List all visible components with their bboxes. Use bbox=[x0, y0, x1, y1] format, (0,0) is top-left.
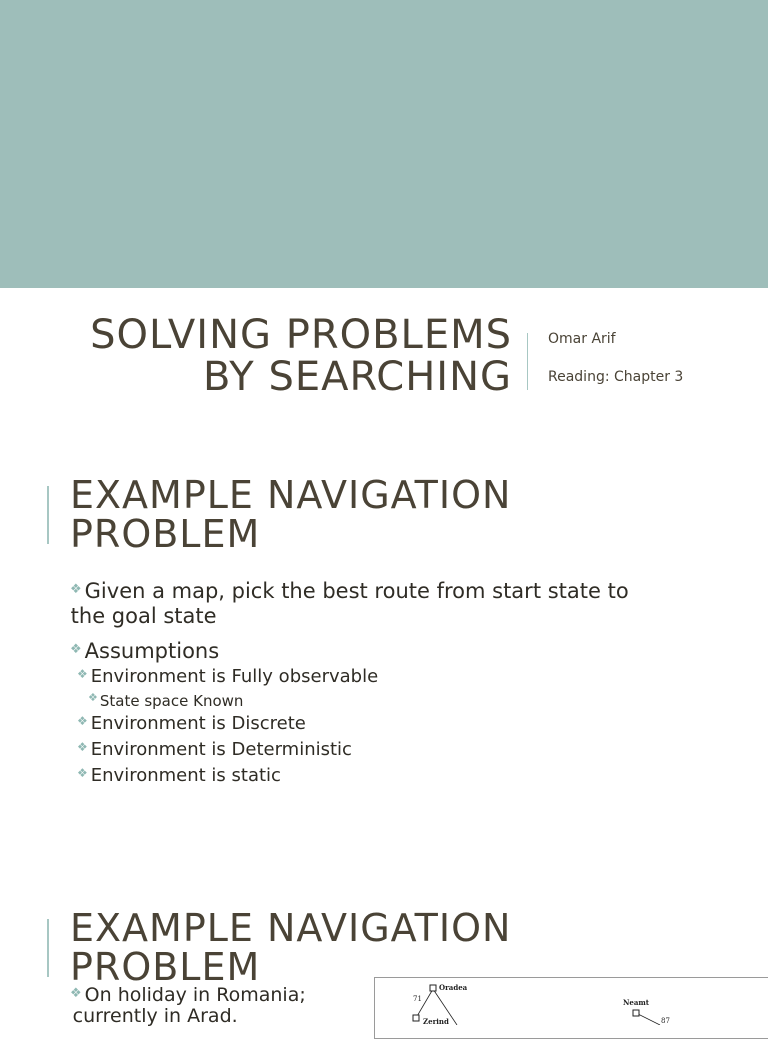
city-node-zerind bbox=[413, 1015, 419, 1021]
bullet-text-line2: currently in Arad. bbox=[72, 1005, 238, 1027]
title-divider bbox=[527, 333, 528, 390]
bullet-text-line1: Given a map, pick the best route from start state to bbox=[84, 579, 629, 603]
city-label-neamt: Neamt bbox=[623, 998, 650, 1007]
city-node-neamt bbox=[633, 1010, 639, 1016]
road-oradea-zerind bbox=[416, 989, 433, 1018]
sub-bullet-text: Environment is Fully observable bbox=[90, 666, 379, 687]
presentation-title-line2: BY SEARCHING bbox=[203, 354, 512, 400]
diamond-bullet-icon: ❖ bbox=[70, 642, 82, 657]
diamond-bullet-icon: ❖ bbox=[77, 667, 88, 681]
bullet-text: Assumptions bbox=[84, 639, 220, 663]
slide2-accent-bar bbox=[47, 486, 49, 544]
diamond-bullet-icon: ❖ bbox=[77, 714, 88, 728]
romania-map-graph bbox=[375, 978, 768, 1025]
sub-sub-bullet-item bbox=[88, 691, 243, 711]
sub-bullet-text: Environment is Deterministic bbox=[90, 739, 352, 760]
bullet-item bbox=[70, 639, 219, 664]
bullet-text-line1: On holiday in Romania; bbox=[84, 984, 306, 1006]
distance-label-71: 71 bbox=[413, 995, 422, 1003]
diamond-bullet-icon: ❖ bbox=[70, 582, 82, 597]
bullet-text bbox=[70, 579, 629, 629]
sub-bullet-item bbox=[77, 738, 352, 762]
sub-bullet-item bbox=[77, 712, 306, 736]
presentation-title-line1: SOLVING PROBLEMS bbox=[90, 312, 512, 358]
bullet-item bbox=[70, 985, 306, 1027]
presentation-title bbox=[90, 314, 512, 398]
distance-label-87: 87 bbox=[661, 1017, 670, 1025]
slide2-title bbox=[70, 473, 512, 556]
title-slide-hero-band bbox=[0, 0, 768, 288]
bullet-text-line2: the goal state bbox=[70, 604, 217, 628]
slide3-title-line1: EXAMPLE NAVIGATION bbox=[70, 906, 512, 950]
sub-bullet-item bbox=[77, 764, 281, 788]
slide3-accent-bar bbox=[47, 919, 49, 977]
sub-bullet-text: Environment is static bbox=[90, 765, 281, 786]
slide2-title-line2: PROBLEM bbox=[70, 512, 261, 556]
diamond-bullet-icon: ❖ bbox=[88, 691, 98, 704]
road-neamt-south bbox=[636, 1013, 660, 1025]
city-node-oradea bbox=[430, 985, 436, 991]
slide2-title-line1: EXAMPLE NAVIGATION bbox=[70, 473, 512, 517]
sub-sub-bullet-text: State space Known bbox=[99, 692, 244, 710]
slide3-title-line2: PROBLEM bbox=[70, 945, 261, 989]
sub-bullet-item bbox=[77, 665, 378, 689]
diamond-bullet-icon: ❖ bbox=[77, 740, 88, 754]
city-label-zerind: Zerind bbox=[423, 1017, 449, 1025]
romania-map bbox=[374, 977, 768, 1039]
reading-reference: Reading: Chapter 3 bbox=[548, 369, 684, 385]
bullet-item bbox=[70, 579, 710, 629]
sub-bullet-text: Environment is Discrete bbox=[90, 713, 306, 734]
city-label-oradea: Oradea bbox=[439, 983, 468, 992]
bullet-text bbox=[72, 984, 306, 1027]
author-name: Omar Arif bbox=[548, 331, 616, 347]
diamond-bullet-icon: ❖ bbox=[70, 986, 82, 1001]
diamond-bullet-icon: ❖ bbox=[77, 766, 88, 780]
